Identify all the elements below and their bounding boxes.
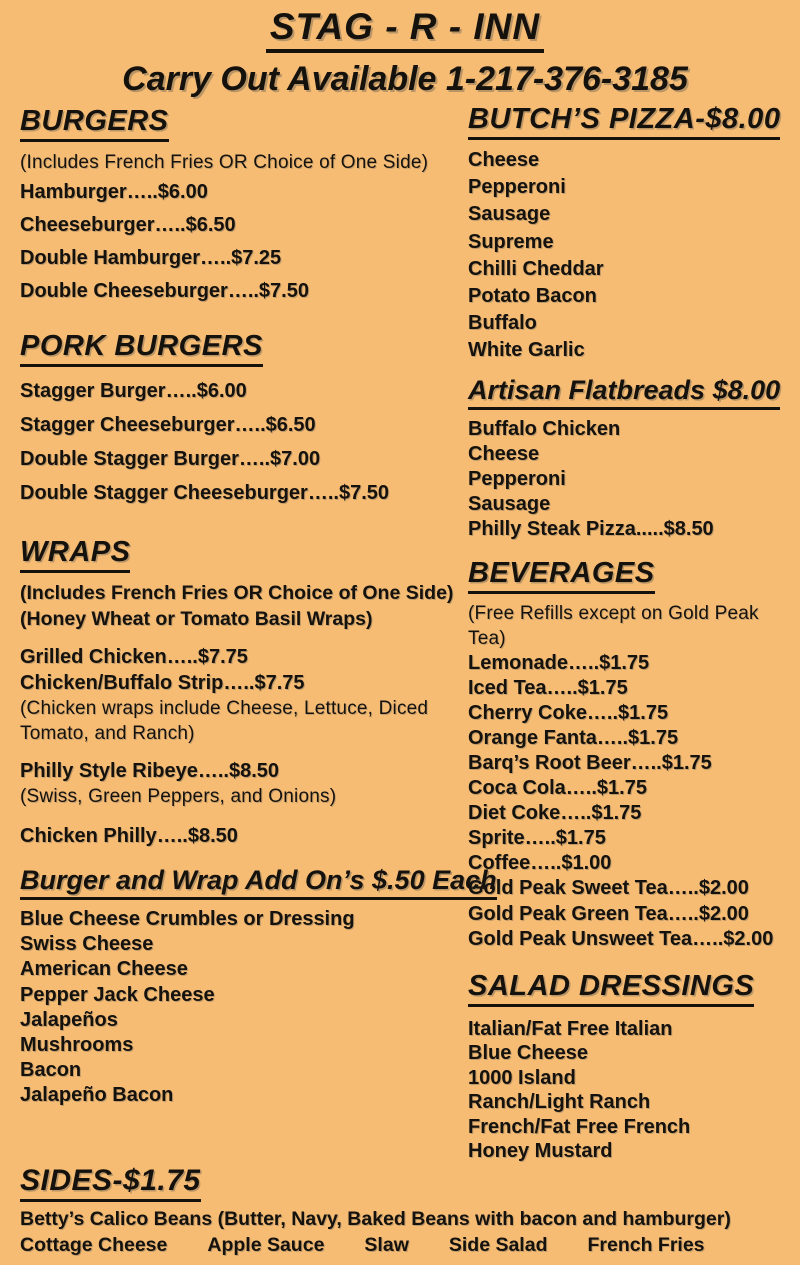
menu-item: Double Cheeseburger…..$7.50 (20, 280, 309, 302)
menu-item: Chilli Cheddar (468, 257, 604, 280)
menu-item: Double Stagger Burger…..$7.00 (20, 448, 321, 470)
section-pizza (468, 103, 790, 365)
menu-item: Swiss Cheese (20, 933, 154, 956)
menu-item: Coffee…..$1.00 (468, 852, 612, 875)
dressings-list (468, 1017, 790, 1164)
wraps-heading: WRAPS (20, 536, 130, 573)
menu-item: Gold Peak Unsweet Tea…..$2.00 (468, 927, 774, 950)
menu-item: Philly Style Ribeye…..$8.50 (20, 760, 280, 782)
menu-header (20, 4, 790, 103)
menu-item: Sausage (468, 493, 551, 516)
menu-item: French/Fat Free French (468, 1115, 691, 1138)
beverages-list (468, 651, 790, 952)
menu-item: Iced Tea…..$1.75 (468, 676, 628, 699)
menu-item: Supreme (468, 230, 554, 253)
wraps-philly-note: (Swiss, Green Peppers, and Onions) (20, 786, 337, 807)
pork-burgers-heading: PORK BURGERS (20, 330, 263, 367)
right-column (468, 103, 790, 1164)
menu-item: Pepperoni (468, 468, 566, 491)
pizza-list (468, 147, 790, 365)
beverages-note: (Free Refills except on Gold Peak Tea) (468, 602, 759, 649)
menu-item: Side Salad (448, 1233, 548, 1256)
menu-item: Jalapeños (20, 1008, 118, 1031)
menu-item: Coca Cola…..$1.75 (468, 777, 647, 800)
menu-item: French Fries (587, 1233, 705, 1256)
menu-item: Cherry Coke…..$1.75 (468, 701, 669, 724)
menu-item: Cheese (468, 149, 540, 171)
section-beverages (468, 557, 790, 952)
menu-item: Blue Cheese Crumbles or Dressing (20, 908, 355, 930)
flatbreads-heading: Artisan Flatbreads $8.00 (468, 375, 780, 410)
menu-item: Stagger Burger…..$6.00 (20, 380, 247, 402)
menu-item: Cottage Cheese (20, 1233, 168, 1256)
pork-burgers-list (20, 374, 468, 510)
left-column (20, 103, 497, 1164)
section-burgers (20, 105, 468, 308)
menu-item: Blue Cheese (468, 1042, 589, 1065)
menu-columns (20, 103, 790, 1164)
menu-item: American Cheese (20, 958, 188, 981)
menu-item: Potato Bacon (468, 285, 597, 308)
section-wraps (20, 536, 468, 849)
menu-item: Buffalo Chicken (468, 417, 621, 440)
menu-item: Barq’s Root Beer…..$1.75 (468, 752, 712, 775)
menu-item: Sprite…..$1.75 (468, 827, 606, 850)
menu-item: Gold Peak Sweet Tea…..$2.00 (468, 877, 749, 900)
flatbreads-list (468, 417, 790, 543)
menu-item: Italian/Fat Free Italian (468, 1017, 673, 1040)
section-add-ons (20, 865, 497, 1109)
menu-item: Jalapeño Bacon (20, 1084, 174, 1107)
sides-beans-line: Betty’s Calico Beans (Butter, Navy, Baked Beans with bacon and hamburger) (20, 1207, 731, 1230)
menu-item: Buffalo (468, 312, 537, 335)
menu-item: Double Hamburger…..$7.25 (20, 247, 282, 269)
menu-item: Gold Peak Green Tea…..$2.00 (468, 902, 749, 925)
burgers-list (20, 176, 468, 308)
burgers-note: (Includes French Fries OR Choice of One Side) (20, 152, 429, 173)
section-pork-burgers (20, 330, 468, 510)
menu-item: White Garlic (468, 339, 585, 362)
menu-item: Slaw (364, 1233, 409, 1256)
menu-item: Diet Coke…..$1.75 (468, 802, 642, 825)
section-sides (20, 1164, 790, 1265)
sides-heading: SIDES-$1.75 (20, 1164, 201, 1202)
menu-item: Honey Mustard (468, 1140, 613, 1163)
wraps-note-sides: (Includes French Fries OR Choice of One Side) (20, 582, 454, 604)
wraps-note-breads: (Honey Wheat or Tomato Basil Wraps) (20, 608, 373, 630)
menu-item: Sausage (468, 203, 551, 226)
add-ons-list (20, 907, 468, 1109)
section-salad-dressings (468, 970, 790, 1164)
add-ons-heading: Burger and Wrap Add On’s $.50 Each (20, 865, 497, 900)
menu-item: Hamburger…..$6.00 (20, 181, 208, 203)
restaurant-name: STAG - R - INN (266, 6, 544, 53)
dressings-heading: SALAD DRESSINGS (468, 970, 754, 1007)
menu-item: Cheese (468, 442, 540, 465)
menu-item: Ranch/Light Ranch (468, 1091, 651, 1114)
menu-item: Chicken/Buffalo Strip…..$7.75 (20, 672, 305, 694)
menu-item: Pepperoni (468, 176, 566, 199)
menu-item: Grilled Chicken…..$7.75 (20, 646, 248, 668)
burgers-heading: BURGERS (20, 105, 169, 142)
sides-items-row (20, 1232, 790, 1259)
pizza-heading: BUTCH’S PIZZA-$8.00 (468, 103, 780, 140)
menu-item: Mushrooms (20, 1034, 134, 1057)
carry-out-line: Carry Out Available 1-217-376-3185 (122, 60, 688, 98)
menu-item: Chicken Philly…..$8.50 (20, 825, 238, 847)
section-flatbreads (468, 375, 790, 543)
wraps-chicken-note: (Chicken wraps include Cheese, Lettuce, Diced Tomato, and Ranch) (20, 698, 429, 744)
menu-item: Bacon (20, 1059, 82, 1082)
menu-item: Cheeseburger…..$6.50 (20, 214, 236, 236)
menu-item: Apple Sauce (207, 1233, 325, 1256)
menu-item: Pepper Jack Cheese (20, 983, 215, 1006)
menu-item: 1000 Island (468, 1066, 576, 1089)
menu-item: Philly Steak Pizza.....$8.50 (468, 518, 714, 541)
menu-item: Double Stagger Cheeseburger…..$7.50 (20, 482, 390, 504)
menu-item: Stagger Cheeseburger…..$6.50 (20, 414, 316, 436)
menu-item: Orange Fanta…..$1.75 (468, 726, 679, 749)
beverages-heading: BEVERAGES (468, 557, 655, 594)
menu-item: Lemonade…..$1.75 (468, 651, 650, 674)
